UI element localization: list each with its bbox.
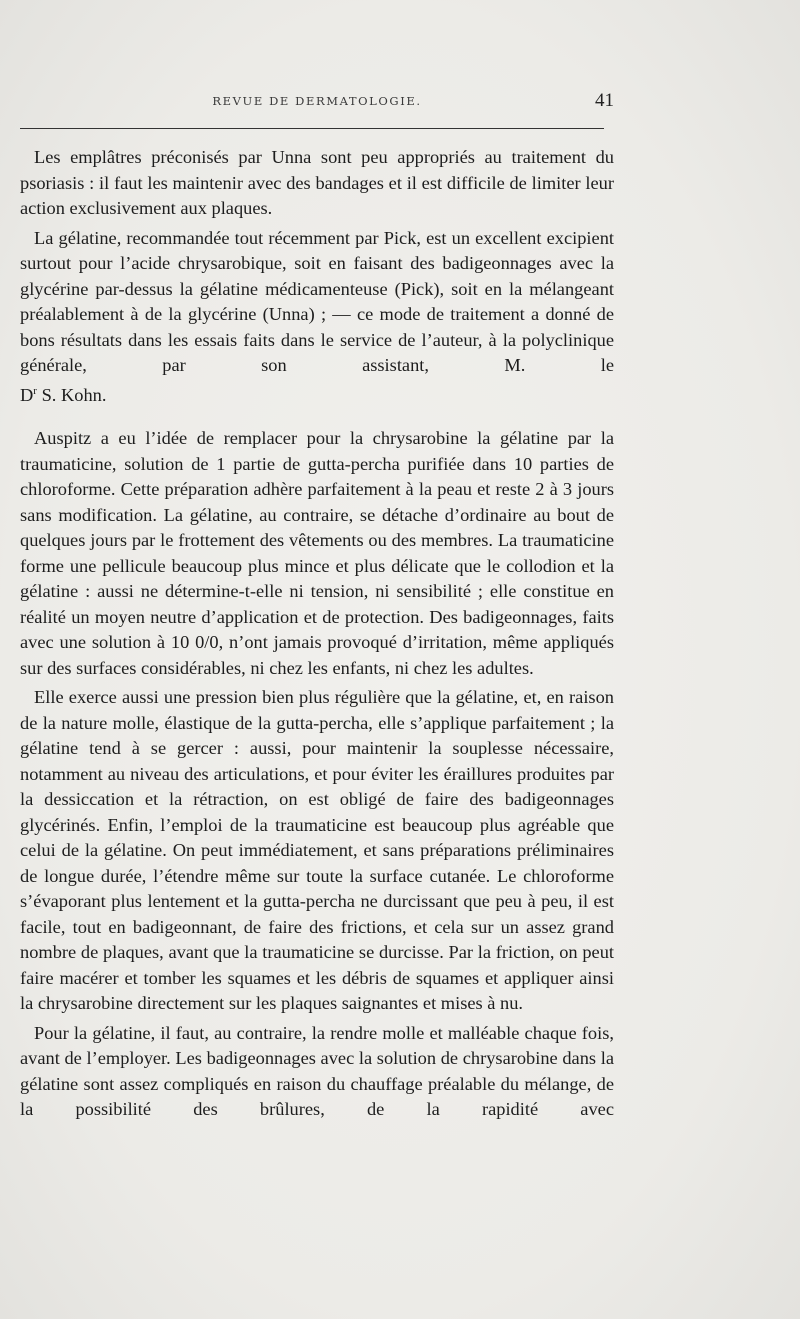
signature-name: S. Kohn. xyxy=(41,384,107,405)
body-text xyxy=(20,145,614,1123)
signature-superscript: r xyxy=(33,384,37,397)
running-head: REVUE DE DERMATOLOGIE. xyxy=(212,94,422,108)
signature-prefix: D xyxy=(20,384,34,405)
signature-line xyxy=(20,383,614,409)
paragraph-5: Pour la gélatine, il faut, au contraire, la rendre molle et malléable chaque fois, avant de l’employer. Les badigeonnages avec la solution de chrysarobine dans la gélatine sont assez compliqués en raison du chauffage préalable du mélange, de la possibilité des brûlures, de la rapidité avec xyxy=(20,1022,614,1119)
header-rule xyxy=(20,128,604,129)
page-header xyxy=(20,90,614,114)
paragraph-3: Auspitz a eu l’idée de remplacer pour la chrysarobine la gélatine par la traumaticine, solution de 1 partie de gutta-percha purifiée dans 10 parties de chloroforme. Cette préparation adhère parfaitement à la peau et reste 2 à 3 jours sans modification. La gélatine, au contraire, se détache d’ordinaire au bout de quelques jours par le frottement des vêtements ou des membres. La traumaticine forme une pellicule beaucoup plus mince et plus délicate que le collodion et la gélatine : aussi ne détermine-t-elle ni tension, ni sensibilité ; elle constitue en réalité un moyen neutre d’application et de protection. Des badigeonnages, faits avec une solution à 10 0/0, n’ont jamais provoqué d’irritation, même appliqués sur des surfaces considérables, ni chez les enfants, ni chez les adultes. xyxy=(20,428,614,678)
paragraph-1: Les emplâtres préconisés par Unna sont peu appropriés au traitement du psoriasis : il faut les maintenir avec des bandages et il est difficile de limiter leur action exclusivement aux plaques. xyxy=(20,147,614,218)
paragraph-2: La gélatine, recommandée tout récemment par Pick, est un excellent excipient surtout pour l’acide chrysarobique, soit en faisant des badigeonnages avec la glycérine par-dessus la gélatine médicamenteuse (Pick), soit en la mélangeant préalablement à de la glycérine (Unna) ; — ce mode de traitement a donné de bons résultats dans les essais faits dans le service de l’auteur, à la polyclinique générale, par son assistant, M. le xyxy=(20,227,614,375)
page-number: 41 xyxy=(595,90,614,111)
paragraph-4: Elle exerce aussi une pression bien plus régulière que la gélatine, et, en raison de la nature molle, élastique de la gutta-percha, elle s’applique parfaitement ; la gélatine tend à se gercer : aussi, pour maintenir la souplesse nécessaire, notamment au niveau des articulations, et pour éviter les éraillures produites par la dessiccation et la rétraction, on est obligé de faire des badigeonnages glycérinés. Enfin, l’emploi de la traumaticine est beaucoup plus agréable que celui de la gélatine. On peut immédiatement, et sans préparations préliminaires de longue durée, l’étendre même sur toute la surface cutanée. Le chloroforme s’évaporant plus lentement et la gutta-percha ne durcissant que peu à peu, il est facile, tout en badigeonnant, de faire des frictions, et cela sur un assez grand nombre de plaques, avant que la traumaticine se durcisse. Par la friction, on peut faire macérer et tomber les squames et les débris de squames et appliquer ainsi la chrysarobine directement sur les plaques saignantes et mises à nu. xyxy=(20,687,614,1013)
